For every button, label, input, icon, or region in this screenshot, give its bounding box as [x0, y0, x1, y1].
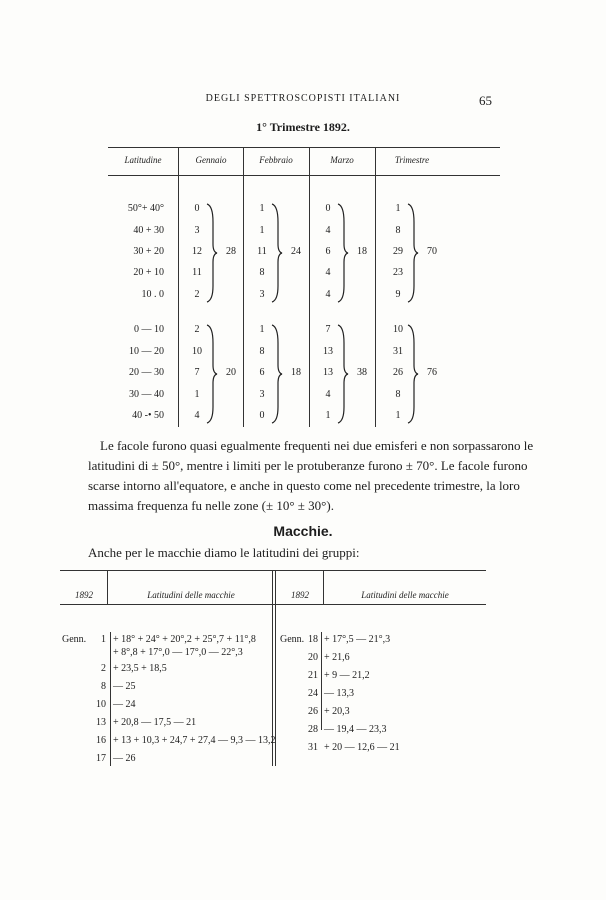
row-values: + 23,5 + 18,5 — [113, 663, 167, 674]
row-day: 31 — [308, 742, 318, 753]
col-header-year: 1892 — [291, 590, 309, 600]
col-header-latitudini: Latitudini delle macchie — [361, 590, 449, 600]
section-title: Macchie. — [273, 523, 333, 539]
cell-marzo: 7 — [325, 324, 331, 335]
cell-febbraio: 6 — [259, 367, 265, 378]
row-latitude: 20 + 10 — [133, 267, 164, 278]
table2-rule-header — [60, 604, 486, 605]
paragraph-line: latitudini di ± 50°, mentre i limiti per le protuberanze furono ± 70°. Le facole furono — [88, 458, 528, 473]
row-day: 28 — [308, 724, 318, 735]
table-col-divider — [243, 147, 244, 427]
row-latitude: 30 + 20 — [133, 246, 164, 257]
row-month: Genn. — [62, 634, 87, 645]
col-header-trimestre: Trimestre — [394, 155, 430, 165]
cell-gennaio: 2 — [194, 324, 200, 335]
table-rule-header — [108, 175, 500, 176]
row-latitude: 40 -• 50 — [132, 410, 164, 421]
brace-marzo-south — [335, 323, 349, 425]
cell-febbraio: 3 — [259, 289, 265, 300]
table-rule-top — [108, 147, 500, 148]
row-latitude: 10 . 0 — [141, 289, 164, 300]
row-values: — 19,4 — 23,3 — [324, 724, 387, 735]
cell-febbraio: 0 — [259, 410, 265, 421]
row-day: 10 — [96, 699, 106, 710]
table2-rule-top — [60, 570, 486, 571]
row-values: + 20,3 — [324, 706, 350, 717]
table2-data-divider — [321, 632, 322, 730]
paragraph — [88, 436, 533, 516]
col-header-latitudini: Latitudini delle macchie — [147, 590, 235, 600]
cell-trimestre: 8 — [395, 389, 401, 400]
cell-marzo: 4 — [325, 267, 331, 278]
row-day: 13 — [96, 717, 106, 728]
cell-gennaio: 7 — [194, 367, 200, 378]
row-latitude: 0 — 10 — [134, 324, 164, 335]
row-day: 2 — [101, 663, 106, 674]
brace-febbraio-north — [269, 202, 283, 304]
brace-gennaio-south — [204, 323, 218, 425]
brace-febbraio-south — [269, 323, 283, 425]
total-gennaio: 28 — [226, 246, 236, 257]
cell-febbraio: 1 — [259, 324, 265, 335]
cell-febbraio: 11 — [257, 246, 267, 257]
cell-gennaio: 11 — [192, 267, 202, 278]
cell-marzo: 6 — [325, 246, 331, 257]
table2-col-divider — [107, 570, 108, 604]
total-trimestre: 70 — [427, 246, 437, 257]
brace-trimestre-south — [405, 323, 419, 425]
cell-trimestre: 29 — [393, 246, 403, 257]
row-day: 16 — [96, 735, 106, 746]
cell-marzo: 13 — [323, 346, 333, 357]
cell-gennaio: 4 — [194, 410, 200, 421]
row-values: + 9 — 21,2 — [324, 670, 370, 681]
cell-febbraio: 1 — [259, 203, 265, 214]
row-day: 20 — [308, 652, 318, 663]
table-col-divider — [375, 147, 376, 427]
row-day: 21 — [308, 670, 318, 681]
table-col-divider — [309, 147, 310, 427]
cell-marzo: 4 — [325, 389, 331, 400]
row-day: 8 — [101, 681, 106, 692]
table2-data-divider — [110, 632, 111, 766]
row-values: — 13,3 — [324, 688, 354, 699]
cell-marzo: 1 — [325, 410, 331, 421]
cell-gennaio: 0 — [194, 203, 200, 214]
row-day: 17 — [96, 753, 106, 764]
paragraph-line: scarse intorno all'equatore, e anche in questo come nel precedente trimestre, la loro — [88, 478, 520, 493]
cell-trimestre: 31 — [393, 346, 403, 357]
cell-trimestre: 1 — [395, 203, 401, 214]
row-latitude: 10 — 20 — [129, 346, 164, 357]
cell-trimestre: 8 — [395, 225, 401, 236]
cell-trimestre: 26 — [393, 367, 403, 378]
cell-trimestre: 10 — [393, 324, 403, 335]
section-intro: Anche per le macchie diamo le latitudini dei gruppi: — [88, 545, 360, 560]
row-values: + 8°,8 + 17°,0 — 17°,0 — 22°,3 — [113, 647, 243, 658]
row-day: 26 — [308, 706, 318, 717]
cell-trimestre: 23 — [393, 267, 403, 278]
cell-gennaio: 3 — [194, 225, 200, 236]
paragraph-line: massima frequenza fu nelle zone (± 10° ± 30°). — [88, 498, 334, 513]
cell-trimestre: 1 — [395, 410, 401, 421]
col-header-gennaio: Gennaio — [195, 155, 227, 165]
row-values: — 24 — [113, 699, 136, 710]
cell-marzo: 13 — [323, 367, 333, 378]
table-title: 1° Trimestre 1892. — [256, 120, 350, 134]
total-febbraio: 24 — [291, 246, 301, 257]
row-day: 18 — [308, 634, 318, 645]
running-title: DEGLI SPETTROSCOPISTI ITALIANI — [205, 93, 401, 104]
total-marzo: 38 — [357, 367, 367, 378]
total-gennaio: 20 — [226, 367, 236, 378]
cell-gennaio: 2 — [194, 289, 200, 300]
page-number: 65 — [479, 93, 492, 108]
row-values: — 26 — [113, 753, 136, 764]
row-month: Genn. — [280, 634, 305, 645]
row-values: + 20,8 — 17,5 — 21 — [113, 717, 197, 728]
row-day: 24 — [308, 688, 318, 699]
brace-gennaio-north — [204, 202, 218, 304]
row-values: + 21,6 — [324, 652, 350, 663]
row-latitude: 20 — 30 — [129, 367, 164, 378]
total-febbraio: 18 — [291, 367, 301, 378]
cell-febbraio: 1 — [259, 225, 265, 236]
table-col-divider — [178, 147, 179, 427]
col-header-year: 1892 — [75, 590, 93, 600]
row-values: — 25 — [113, 681, 136, 692]
row-values: + 17°,5 — 21°,3 — [324, 634, 391, 645]
row-day: 1 — [101, 634, 106, 645]
cell-gennaio: 10 — [192, 346, 202, 357]
paragraph-line: Le facole furono quasi egualmente frequenti nei due emisferi e non sorpassarono le — [100, 438, 534, 453]
cell-gennaio: 1 — [194, 389, 200, 400]
row-values: + 13 + 10,3 + 24,7 + 27,4 — 9,3 — 13,2 — [113, 735, 276, 746]
cell-marzo: 0 — [325, 203, 331, 214]
cell-febbraio: 8 — [259, 346, 265, 357]
brace-marzo-north — [335, 202, 349, 304]
row-latitude: 40 + 30 — [133, 225, 164, 236]
total-trimestre: 76 — [427, 367, 437, 378]
col-header-febbraio: Febbraio — [259, 155, 293, 165]
cell-trimestre: 9 — [395, 289, 401, 300]
total-marzo: 18 — [357, 246, 367, 257]
brace-trimestre-north — [405, 202, 419, 304]
row-values: + 18° + 24° + 20°,2 + 25°,7 + 11°,8 — [113, 634, 256, 645]
row-values: + 20 — 12,6 — 21 — [324, 742, 400, 753]
cell-febbraio: 3 — [259, 389, 265, 400]
cell-febbraio: 8 — [259, 267, 265, 278]
col-header-latitudine: Latitudine — [124, 155, 162, 165]
col-header-marzo: Marzo — [330, 155, 354, 165]
cell-gennaio: 12 — [192, 246, 202, 257]
row-latitude: 30 — 40 — [129, 389, 164, 400]
cell-marzo: 4 — [325, 225, 331, 236]
table2-col-divider — [323, 570, 324, 604]
row-latitude: 50°+ 40° — [127, 203, 164, 214]
cell-marzo: 4 — [325, 289, 331, 300]
